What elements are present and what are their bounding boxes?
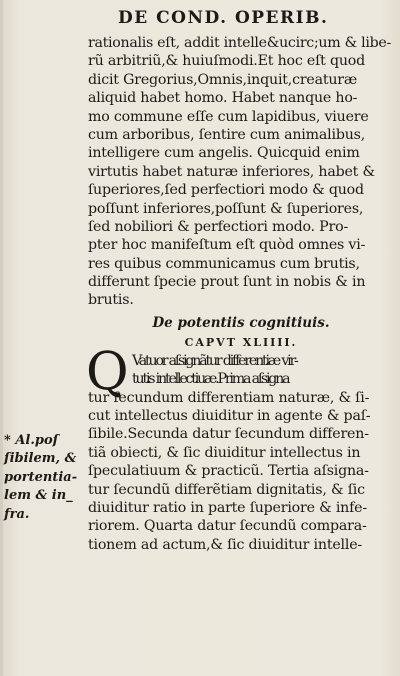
text-line: intelligere cum angelis. Quicquid enim xyxy=(88,145,360,162)
margin-note-line: lem & in_ xyxy=(4,488,73,504)
text-line: cut intellectus diuiditur in agente & paſ- xyxy=(88,408,371,425)
text-line: ſibile.Secunda datur ſecundum differen- xyxy=(88,426,369,443)
text-line: tutis intellectiuæ.Prima aſsigna xyxy=(132,371,289,388)
text-line: differunt ſpecie prout ſunt in nobis & in xyxy=(88,274,366,291)
text-line: ſed nobiliori & perfectiori modo. Pro- xyxy=(88,218,349,235)
text-line: pter hoc manifeſtum eſt quòd omnes vi- xyxy=(88,237,366,254)
paragraph-2-first-lines xyxy=(88,352,394,389)
text-line: aliquid habet homo. Habet nanque ho- xyxy=(88,90,358,107)
chapter-label: CAPVT XLIIII. xyxy=(184,335,298,349)
margin-note-line: ſibilem, & xyxy=(4,451,77,467)
text-line: ſuperiores,ſed perfectiori modo & quod xyxy=(88,182,364,199)
text-line: ſpeculatiuum & practicũ. Tertia aſsigna- xyxy=(88,463,369,480)
text-line: poſſunt inferiores,poſſunt & ſuperiores, xyxy=(88,200,364,217)
text-line: diuiditur ratio in parte ſuperiore & infe- xyxy=(88,499,367,516)
margin-note xyxy=(4,432,88,524)
section-title: De potentiis cognitiuis. xyxy=(152,314,330,331)
margin-note-line: portentia- xyxy=(4,469,78,485)
text-line: mo commune eſſe cum lapidibus, viuere xyxy=(88,108,369,125)
page-edge-shadow xyxy=(0,0,3,676)
text-line: dicit Gregorius,Omnis,inquit,creaturæ xyxy=(88,71,358,88)
text-line: res quibus communicamus cum brutis, xyxy=(88,255,360,272)
text-line: tionem ad actum,& ſic diuiditur intelle- xyxy=(88,536,362,553)
text-line: virtutis habet naturæ inferiores, habet & xyxy=(88,163,375,180)
paragraph-1 xyxy=(88,34,394,310)
text-line: tur ſecundum differentiam naturæ, & ſi- xyxy=(88,389,370,406)
drop-cap: Q xyxy=(86,341,129,402)
running-head: DE COND. OPERIB. xyxy=(118,8,329,28)
text-line: riorem. Quarta datur ſecundũ compara- xyxy=(88,518,367,535)
text-line: cum arboribus, ſentire cum animalibus, xyxy=(88,126,366,143)
paragraph-2 xyxy=(88,389,394,555)
text-line: tur ſecundũ differẽtiam dignitatis, & ſic xyxy=(88,481,365,498)
text-line: rũ arbitriũ,& huiuſmodi.Et hoc eſt quod xyxy=(88,53,366,70)
text-line: Vatuor aſsignãtur differentiæ vir- xyxy=(132,352,297,369)
margin-note-line: fra. xyxy=(4,506,30,522)
margin-note-line: * Al.poſ xyxy=(4,433,59,448)
text-line: brutis. xyxy=(88,292,134,309)
text-line: tiã obiecti, & ſic diuiditur intellectus in xyxy=(88,444,361,461)
main-text xyxy=(88,34,394,554)
text-line: rationalis eſt, addit intelle&ucirc;um & libe- xyxy=(88,35,392,51)
